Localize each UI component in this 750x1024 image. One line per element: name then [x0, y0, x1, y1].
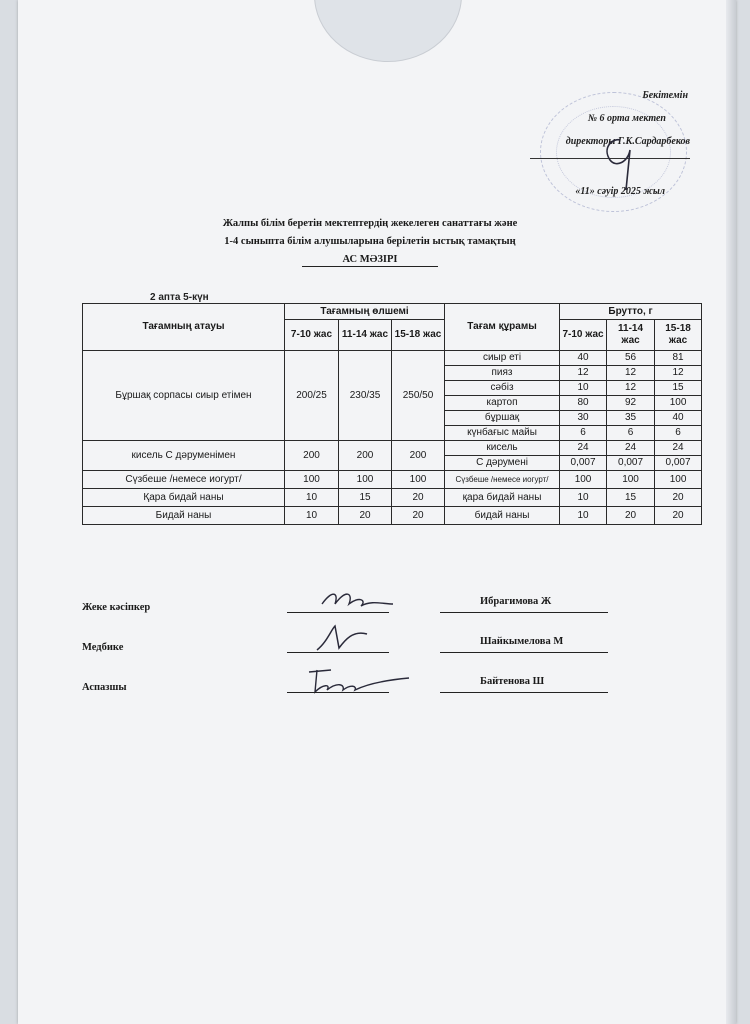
- signature-mark: [287, 582, 397, 616]
- dish-name: кисель С дәруменімен: [83, 441, 285, 471]
- signature-name: Байтенова Ш: [480, 676, 545, 687]
- ingredient-brutto-3: 100: [655, 396, 702, 411]
- ingredient-brutto-2: 20: [607, 507, 655, 525]
- header-dish: Тағамның атауы: [83, 304, 285, 351]
- dish-portion-1: 100: [285, 471, 339, 489]
- ingredient-brutto-1: 80: [560, 396, 607, 411]
- approval-school: № 6 орта мектеп: [587, 113, 666, 124]
- signature-mark: [287, 622, 397, 656]
- dish-portion-2: 100: [339, 471, 392, 489]
- dish-portion-1: 200: [285, 441, 339, 471]
- ingredient-brutto-1: 100: [560, 471, 607, 489]
- ingredient-brutto-2: 12: [607, 381, 655, 396]
- dish-portion-1: 10: [285, 489, 339, 507]
- ingredient-brutto-2: 56: [607, 351, 655, 366]
- signature-line: [287, 692, 389, 693]
- title-line-1: Жалпы білім беретін мектептердің жекелеген санаттағы және: [222, 218, 518, 229]
- ingredient-name: С дәрумені: [445, 456, 560, 471]
- header-brutto-age-3: 15-18 жас: [655, 320, 702, 351]
- dish-portion-3: 100: [392, 471, 445, 489]
- page-title-text: АС МӘЗІРІ: [302, 254, 437, 267]
- ingredient-brutto-1: 10: [560, 381, 607, 396]
- signature-line: [287, 652, 389, 653]
- table-row: [83, 471, 702, 489]
- dish-portion-3: 20: [392, 507, 445, 525]
- ingredient-brutto-2: 24: [607, 441, 655, 456]
- ingredient-brutto-3: 6: [655, 426, 702, 441]
- signature-row: [82, 590, 642, 620]
- ingredient-name: сәбіз: [445, 381, 560, 396]
- signature-role: Жеке кәсіпкер: [82, 602, 151, 613]
- dish-portion-1: 200/25: [285, 351, 339, 441]
- ingredient-brutto-1: 6: [560, 426, 607, 441]
- ingredient-brutto-2: 92: [607, 396, 655, 411]
- ingredient-name: қара бидай наны: [445, 489, 560, 507]
- ingredient-brutto-1: 30: [560, 411, 607, 426]
- title-line-2: 1-4 сыныпта білім алушыларына берілетін ыстық тамақтың: [224, 236, 516, 247]
- header-composition: Тағам құрамы: [445, 304, 560, 351]
- table-row: [83, 441, 702, 456]
- approval-heading: Бекітемін: [642, 90, 688, 101]
- table-header-row: [83, 304, 702, 320]
- punch-hole: [314, 0, 462, 62]
- name-line: [440, 652, 608, 653]
- ingredient-brutto-3: 100: [655, 471, 702, 489]
- ingredient-brutto-2: 100: [607, 471, 655, 489]
- header-brutto-age-1: 7-10 жас: [560, 320, 607, 351]
- header-brutto-age-2: 11-14 жас: [607, 320, 655, 351]
- ingredient-brutto-3: 20: [655, 507, 702, 525]
- page-edge-shadow: [726, 0, 736, 1024]
- dish-portion-2: 15: [339, 489, 392, 507]
- ingredient-name: картоп: [445, 396, 560, 411]
- ingredient-brutto-2: 0,007: [607, 456, 655, 471]
- ingredient-brutto-3: 12: [655, 366, 702, 381]
- ingredient-brutto-2: 12: [607, 366, 655, 381]
- approval-date: «11» сәуір 2025 жыл: [575, 186, 665, 197]
- signature-role: Медбике: [82, 642, 124, 653]
- header-portion-age-2: 11-14 жас: [339, 320, 392, 351]
- ingredient-brutto-3: 40: [655, 411, 702, 426]
- ingredient-brutto-3: 24: [655, 441, 702, 456]
- name-line: [440, 692, 608, 693]
- table-row: [83, 507, 702, 525]
- ingredient-brutto-1: 0,007: [560, 456, 607, 471]
- header-portion: Тағамның өлшемі: [285, 304, 445, 320]
- dish-portion-2: 200: [339, 441, 392, 471]
- page-title: [150, 254, 590, 267]
- signature-role: Аспазшы: [82, 682, 127, 693]
- dish-name: Сүзбеше /немесе иогурт/: [83, 471, 285, 489]
- ingredient-brutto-2: 6: [607, 426, 655, 441]
- ingredient-name: бидай наны: [445, 507, 560, 525]
- ingredient-brutto-1: 10: [560, 507, 607, 525]
- ingredient-brutto-1: 12: [560, 366, 607, 381]
- dish-portion-3: 200: [392, 441, 445, 471]
- signature-name: Ибрагимова Ж: [480, 596, 552, 607]
- ingredient-brutto-3: 81: [655, 351, 702, 366]
- table-row: [83, 489, 702, 507]
- name-line: [440, 612, 608, 613]
- dish-name: Бидай наны: [83, 507, 285, 525]
- ingredient-name: сиыр еті: [445, 351, 560, 366]
- ingredient-name: кисель: [445, 441, 560, 456]
- signature-name: Шайкымелова М: [480, 636, 564, 647]
- header-brutto: Брутто, г: [560, 304, 702, 320]
- ingredient-brutto-3: 0,007: [655, 456, 702, 471]
- ingredient-brutto-3: 15: [655, 381, 702, 396]
- dish-name: Бұршақ сорпасы сиыр етімен: [83, 351, 285, 441]
- header-portion-age-3: 15-18 жас: [392, 320, 445, 351]
- signature-row: [82, 670, 642, 700]
- dish-portion-2: 20: [339, 507, 392, 525]
- director-signature: [590, 120, 650, 195]
- ingredient-brutto-1: 24: [560, 441, 607, 456]
- menu-table: [82, 303, 702, 525]
- dish-portion-3: 250/50: [392, 351, 445, 441]
- ingredient-name: бұршақ: [445, 411, 560, 426]
- ingredient-brutto-1: 40: [560, 351, 607, 366]
- ingredient-brutto-1: 10: [560, 489, 607, 507]
- approval-director: директоры Г.К.Сардарбеков: [565, 136, 690, 147]
- ingredient-name: пияз: [445, 366, 560, 381]
- signature-line: [287, 612, 389, 613]
- signature-row: [82, 630, 642, 660]
- dish-portion-3: 20: [392, 489, 445, 507]
- dish-portion-2: 230/35: [339, 351, 392, 441]
- table-row: [83, 351, 702, 366]
- ingredient-name: күнбағыс майы: [445, 426, 560, 441]
- ingredient-brutto-2: 15: [607, 489, 655, 507]
- week-day-label: 2 апта 5-күн: [150, 292, 209, 303]
- ingredient-brutto-3: 20: [655, 489, 702, 507]
- ingredient-name: Сүзбеше /немесе иогурт/: [445, 471, 560, 489]
- dish-name: Қара бидай наны: [83, 489, 285, 507]
- header-portion-age-1: 7-10 жас: [285, 320, 339, 351]
- dish-portion-1: 10: [285, 507, 339, 525]
- ingredient-brutto-2: 35: [607, 411, 655, 426]
- signature-mark: [287, 662, 412, 696]
